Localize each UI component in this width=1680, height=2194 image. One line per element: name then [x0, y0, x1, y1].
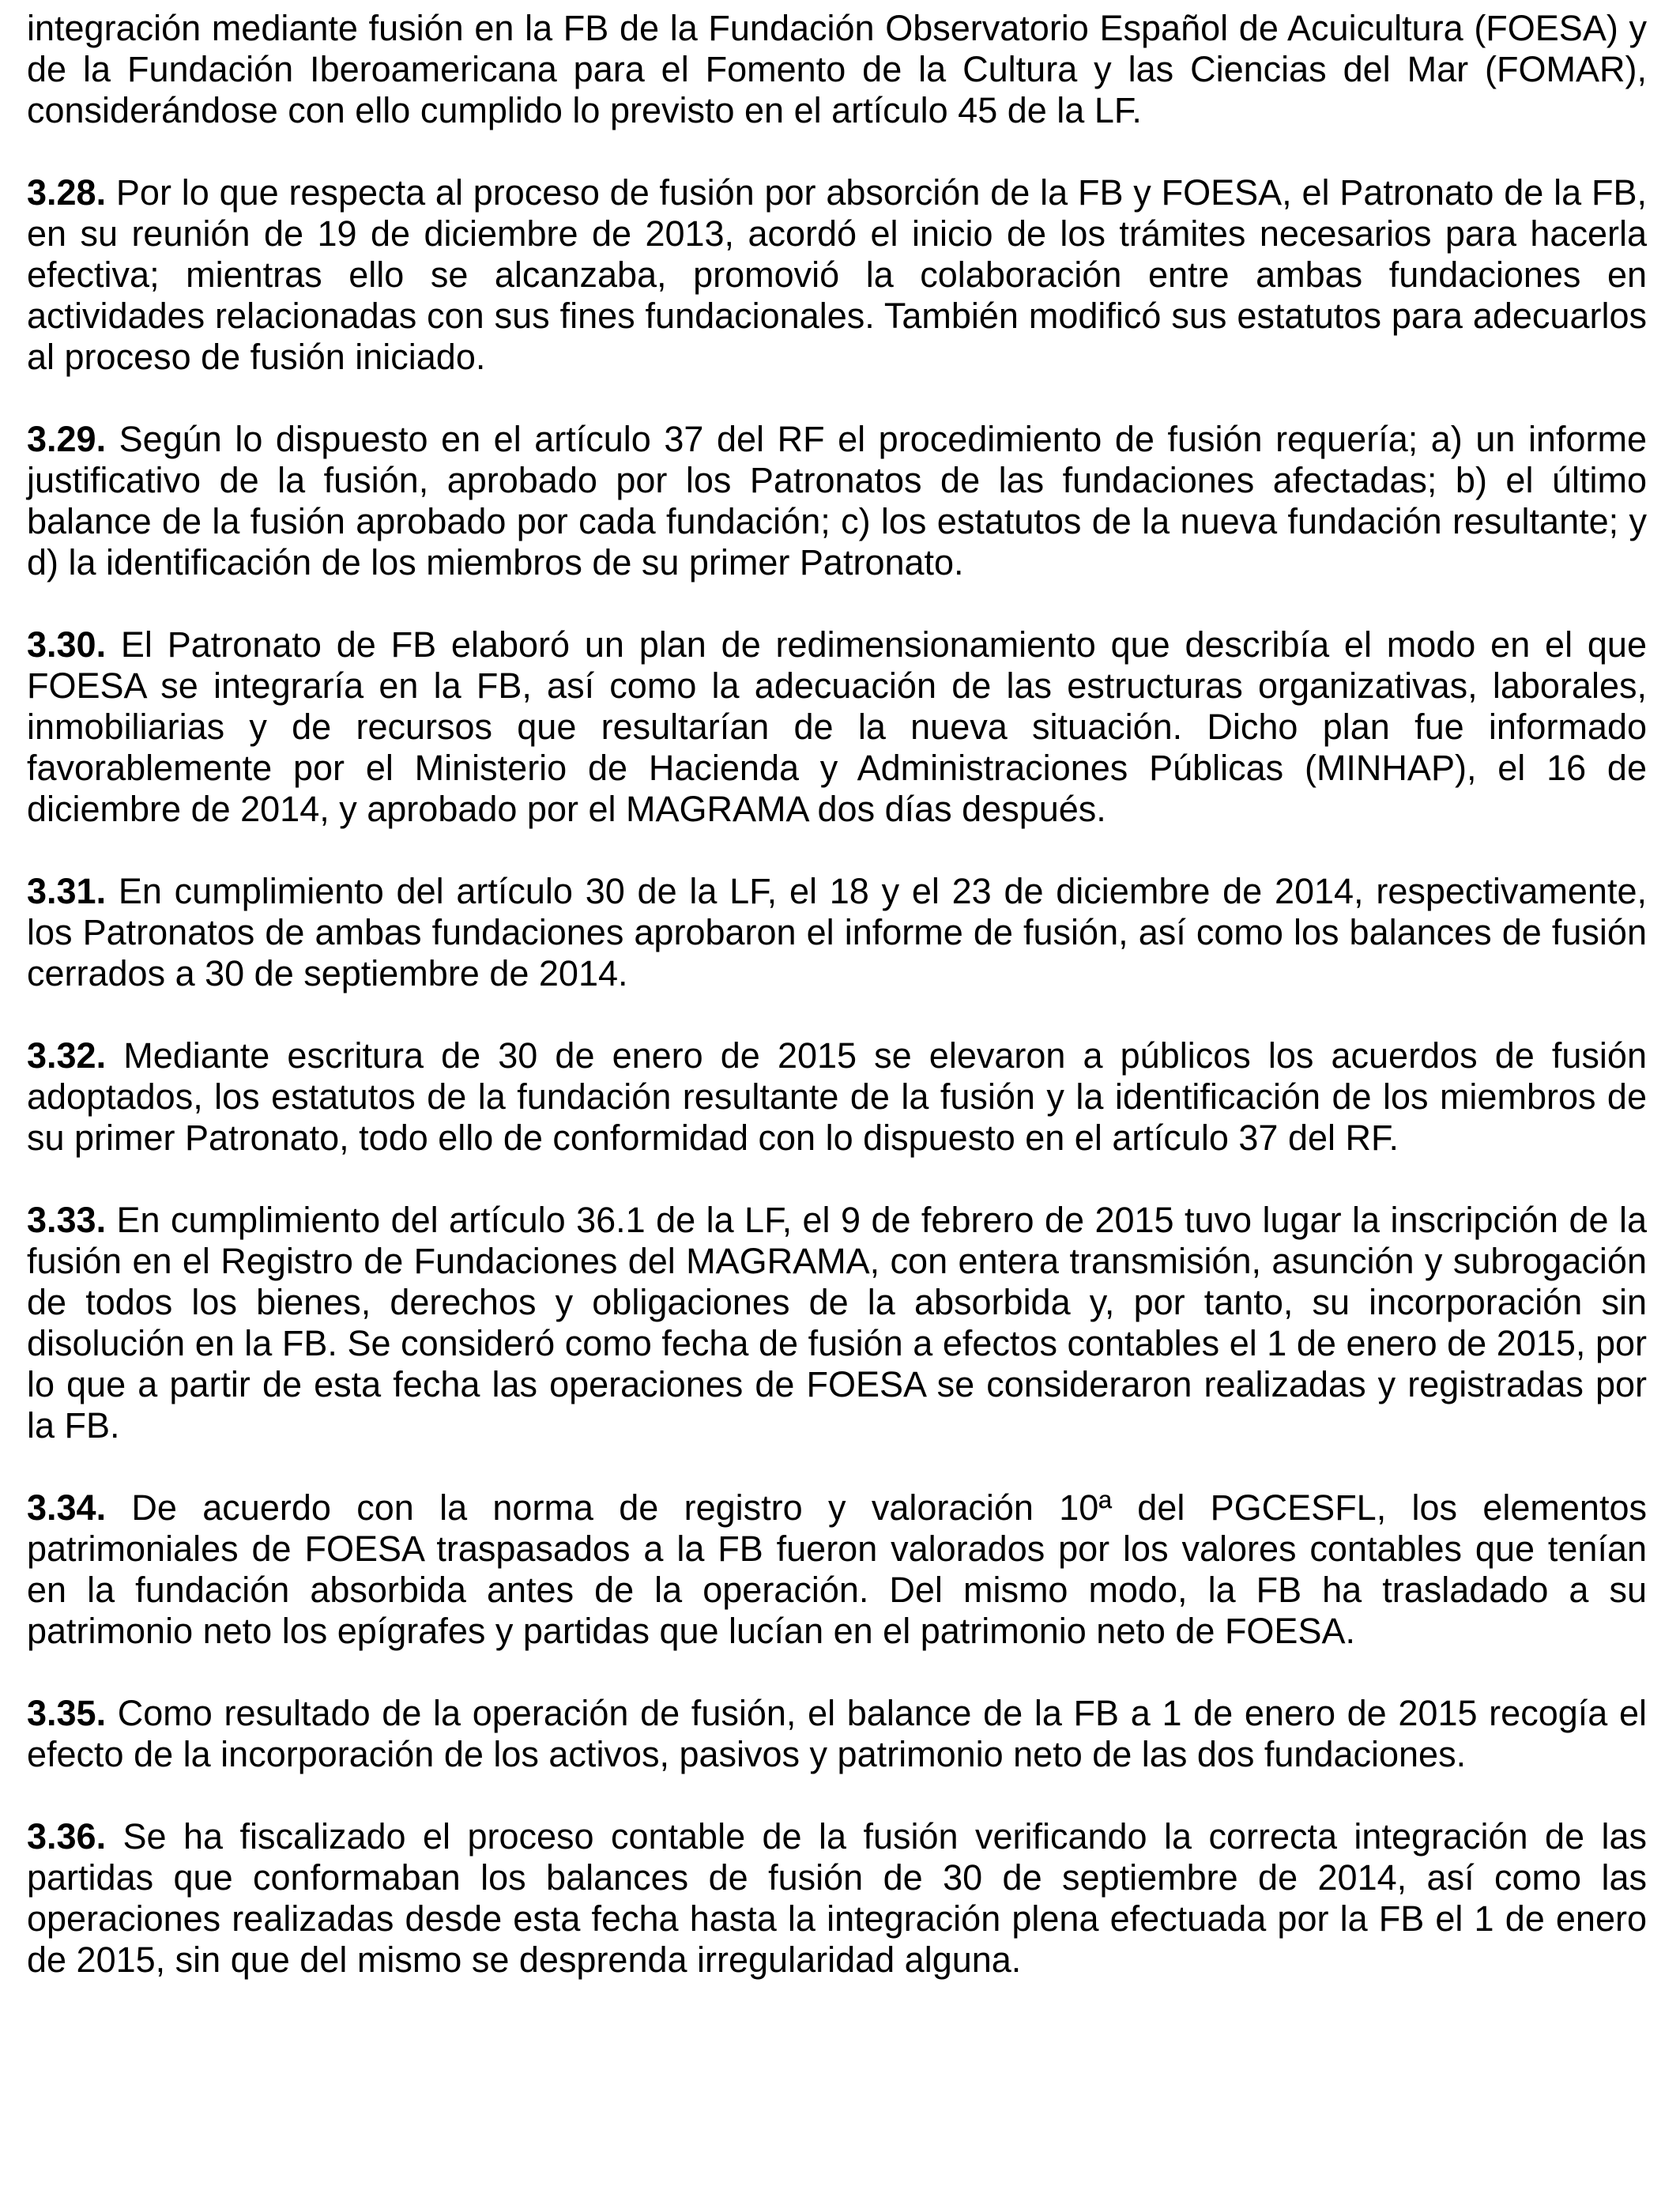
paragraph-number: 3.33.	[27, 1200, 107, 1240]
paragraph-text: Según lo dispuesto en el artículo 37 del RF el procedimiento de fusión requería; a) un informe justificativo de la fusión, aprobado por los Patronatos de las fundaciones afectadas; b) el último balance de la fusión aprobado por cada fundación; c) los estatutos de la nueva fundación resultante; y d) la identificación de los miembros de su primer Patronato.	[27, 419, 1647, 582]
paragraph-3-31	[27, 871, 1647, 994]
paragraph-number: 3.36.	[27, 1816, 107, 1857]
paragraph-text: De acuerdo con la norma de registro y valoración 10ª del PGCESFL, los elementos patrimoniales de FOESA traspasados a la FB fueron valorados por los valores contables que tenían en la fundación absorbida antes de la operación. Del mismo modo, la FB ha trasladado a su patrimonio neto los epígrafes y partidas que lucían en el patrimonio neto de FOESA.	[27, 1487, 1647, 1651]
paragraph-3-34	[27, 1487, 1647, 1652]
document-page	[27, 0, 1647, 2022]
paragraph-text: Se ha fiscalizado el proceso contable de la fusión verificando la correcta integración de las partidas que conformaban los balances de fusión de 30 de septiembre de 2014, así como las operaciones realizadas desde esta fecha hasta la integración plena efectuada por la FB el 1 de enero de 2015, sin que del mismo se desprenda irregularidad alguna.	[27, 1816, 1647, 1980]
paragraph-number: 3.31.	[27, 871, 107, 911]
paragraph-text: Mediante escritura de 30 de enero de 2015 se elevaron a públicos los acuerdos de fusión adoptados, los estatutos de la fundación resultante de la fusión y la identificación de los miembros de su primer Patronato, todo ello de conformidad con lo dispuesto en el artículo 37 del RF.	[27, 1035, 1647, 1158]
paragraph-number: 3.35.	[27, 1693, 107, 1733]
paragraph-text: integración mediante fusión en la FB de la Fundación Observatorio Español de Acuicultura (FOESA) y de la Fundación Iberoamericana para el Fomento de la Cultura y las Ciencias del Mar (FOMAR), considerándose con ello cumplido lo previsto en el artículo 45 de la LF.	[27, 8, 1647, 130]
paragraph-3-32	[27, 1035, 1647, 1159]
paragraph-text: Por lo que respecta al proceso de fusión por absorción de la FB y FOESA, el Patronato de la FB, en su reunión de 19 de diciembre de 2013, acordó el inicio de los trámites necesarios para hacerla efectiva; mientras ello se alcanzaba, promovió la colaboración entre ambas fundaciones en actividades relacionadas con sus fines fundacionales. También modificó sus estatutos para adecuarlos al proceso de fusión iniciado.	[27, 172, 1647, 377]
paragraph-3-36	[27, 1816, 1647, 1981]
paragraph-text: En cumplimiento del artículo 30 de la LF, el 18 y el 23 de diciembre de 2014, respectivamente, los Patronatos de ambas fundaciones aprobaron el informe de fusión, así como los balances de fusión cerrados a 30 de septiembre de 2014.	[27, 871, 1647, 993]
paragraph-3-28	[27, 172, 1647, 378]
paragraph-number: 3.32.	[27, 1035, 107, 1076]
paragraph-number: 3.29.	[27, 419, 107, 459]
paragraph-text: El Patronato de FB elaboró un plan de redimensionamiento que describía el modo en el que FOESA se integraría en la FB, así como la adecuación de las estructuras organizativas, laborales, inmobiliarias y de recursos que resultarían de la nueva situación. Dicho plan fue informado favorablemente por el Ministerio de Hacienda y Administraciones Públicas (MINHAP), el 16 de diciembre de 2014, y aprobado por el MAGRAMA dos días después.	[27, 624, 1647, 829]
paragraph-3-30	[27, 624, 1647, 830]
paragraph-text: En cumplimiento del artículo 36.1 de la LF, el 9 de febrero de 2015 tuvo lugar la inscripción de la fusión en el Registro de Fundaciones del MAGRAMA, con entera transmisión, asunción y subrogación de todos los bienes, derechos y obligaciones de la absorbida y, por tanto, su incorporación sin disolución en la FB. Se consideró como fecha de fusión a efectos contables el 1 de enero de 2015, por lo que a partir de esta fecha las operaciones de FOESA se consideraron realizadas y registradas por la FB.	[27, 1200, 1647, 1446]
paragraph-number: 3.34.	[27, 1487, 107, 1528]
paragraph-3-33	[27, 1200, 1647, 1446]
paragraph-3-35	[27, 1693, 1647, 1775]
paragraph-continuation	[27, 8, 1647, 131]
paragraph-text: Como resultado de la operación de fusión, el balance de la FB a 1 de enero de 2015 recogía el efecto de la incorporación de los activos, pasivos y patrimonio neto de las dos fundaciones.	[27, 1693, 1647, 1774]
paragraph-3-29	[27, 419, 1647, 583]
paragraph-number: 3.30.	[27, 624, 107, 665]
paragraph-number: 3.28.	[27, 172, 107, 213]
